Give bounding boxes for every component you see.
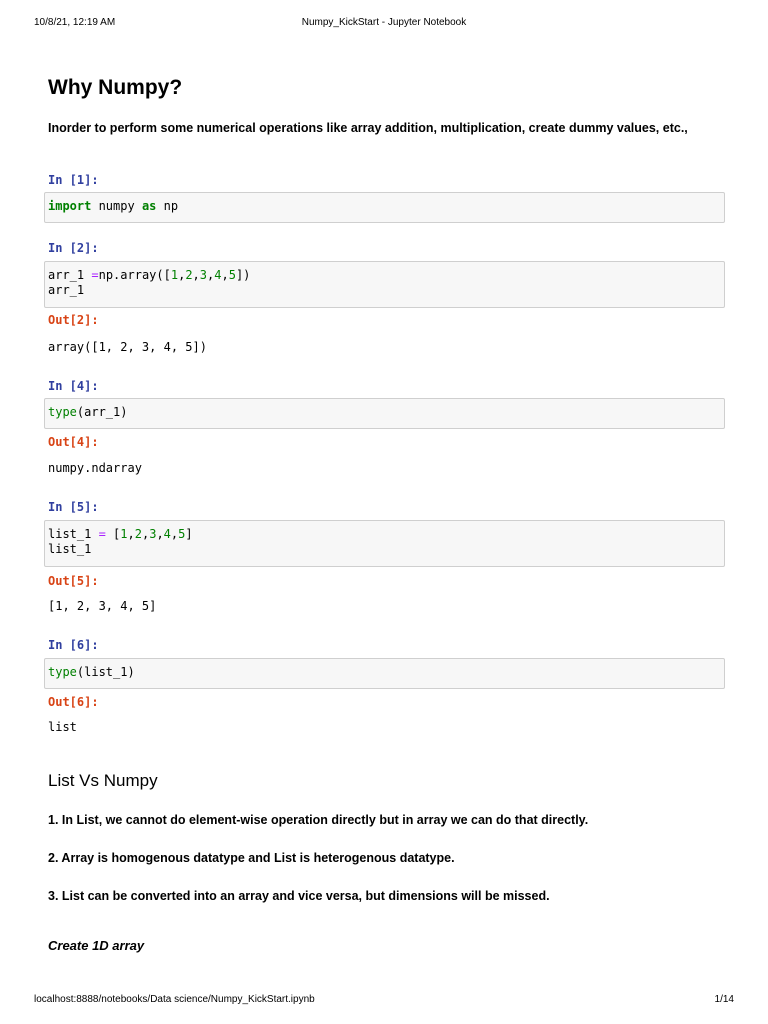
list-item: 2. Array is homogenous datatype and List is heterogenous datatype. [48, 851, 455, 865]
cell-output: numpy.ndarray [48, 461, 142, 475]
code-number: 2 [134, 527, 142, 541]
code-line [48, 199, 721, 214]
code-operator: = [91, 268, 99, 282]
print-footer [0, 994, 768, 1008]
section-heading: List Vs Numpy [48, 771, 158, 790]
code-token: , [192, 268, 200, 282]
in-prompt: In [1]: [48, 173, 99, 187]
list-item: 3. List can be converted into an array and vice versa, but dimensions will be missed. [48, 889, 550, 903]
code-cell[interactable] [44, 520, 725, 567]
code-token: , [141, 527, 150, 541]
cell-output: list [48, 720, 77, 734]
code-token: numpy [91, 199, 142, 213]
code-token: (arr_1) [76, 405, 128, 419]
code-keyword: import [48, 199, 92, 213]
code-number: 5 [228, 268, 236, 282]
list-item: 1. In List, we cannot do element-wise operation directly but in array we can do that directly. [48, 813, 589, 827]
code-token: list_1 [48, 527, 99, 541]
code-line: list_1 [48, 542, 92, 556]
print-header [0, 17, 768, 31]
code-token: , [207, 268, 215, 282]
code-cell[interactable] [44, 398, 725, 429]
cell-output: array([1, 2, 3, 4, 5]) [48, 340, 207, 354]
code-token: , [170, 527, 179, 541]
code-token: , [178, 268, 186, 282]
print-url: localhost:8888/notebooks/Data science/Numpy_KickStart.ipynb [34, 994, 315, 1005]
out-prompt: Out[2]: [48, 313, 99, 327]
in-prompt: In [5]: [48, 500, 99, 514]
in-prompt: In [2]: [48, 241, 99, 255]
code-token: , [156, 527, 164, 541]
markdown-heading: Why Numpy? [48, 76, 183, 99]
code-number: 3 [149, 527, 157, 541]
code-number: 5 [178, 527, 186, 541]
code-operator: = [98, 527, 106, 541]
code-number: 1 [120, 527, 128, 541]
code-token: [ [105, 527, 121, 541]
code-builtin: type [48, 405, 77, 419]
code-number: 3 [199, 268, 208, 282]
print-date: 10/8/21, 12:19 AM [34, 17, 116, 28]
code-token: ] [185, 527, 193, 541]
code-cell[interactable] [44, 261, 725, 308]
code-token: , [221, 268, 229, 282]
code-line [48, 665, 721, 680]
code-token: (list_1) [76, 665, 135, 679]
code-line: arr_1 [48, 283, 85, 297]
code-number: 4 [163, 527, 171, 541]
subheading: Create 1D array [48, 938, 145, 953]
out-prompt: Out[5]: [48, 574, 99, 588]
out-prompt: Out[6]: [48, 695, 99, 709]
code-token: np [156, 199, 179, 213]
code-token: ]) [235, 268, 251, 282]
code-number: 4 [214, 268, 222, 282]
cell-output: [1, 2, 3, 4, 5] [48, 599, 157, 613]
code-token: np.array([ [98, 268, 171, 282]
markdown-intro: Inorder to perform some numerical operations like array addition, multiplication, create dummy values, etc., [48, 121, 688, 135]
code-number: 2 [185, 268, 193, 282]
code-cell[interactable] [44, 658, 725, 689]
in-prompt: In [4]: [48, 379, 99, 393]
code-builtin: type [48, 665, 77, 679]
code-line [48, 527, 721, 542]
code-cell[interactable] [44, 192, 725, 223]
code-line [48, 405, 721, 420]
code-token: arr_1 [48, 268, 92, 282]
print-title: Numpy_KickStart - Jupyter Notebook [301, 17, 467, 28]
code-token: , [127, 527, 135, 541]
code-keyword: as [141, 199, 157, 213]
print-page-number: 1/14 [714, 994, 734, 1005]
out-prompt: Out[4]: [48, 435, 99, 449]
in-prompt: In [6]: [48, 638, 99, 652]
code-number: 1 [170, 268, 179, 282]
code-line [48, 268, 721, 283]
